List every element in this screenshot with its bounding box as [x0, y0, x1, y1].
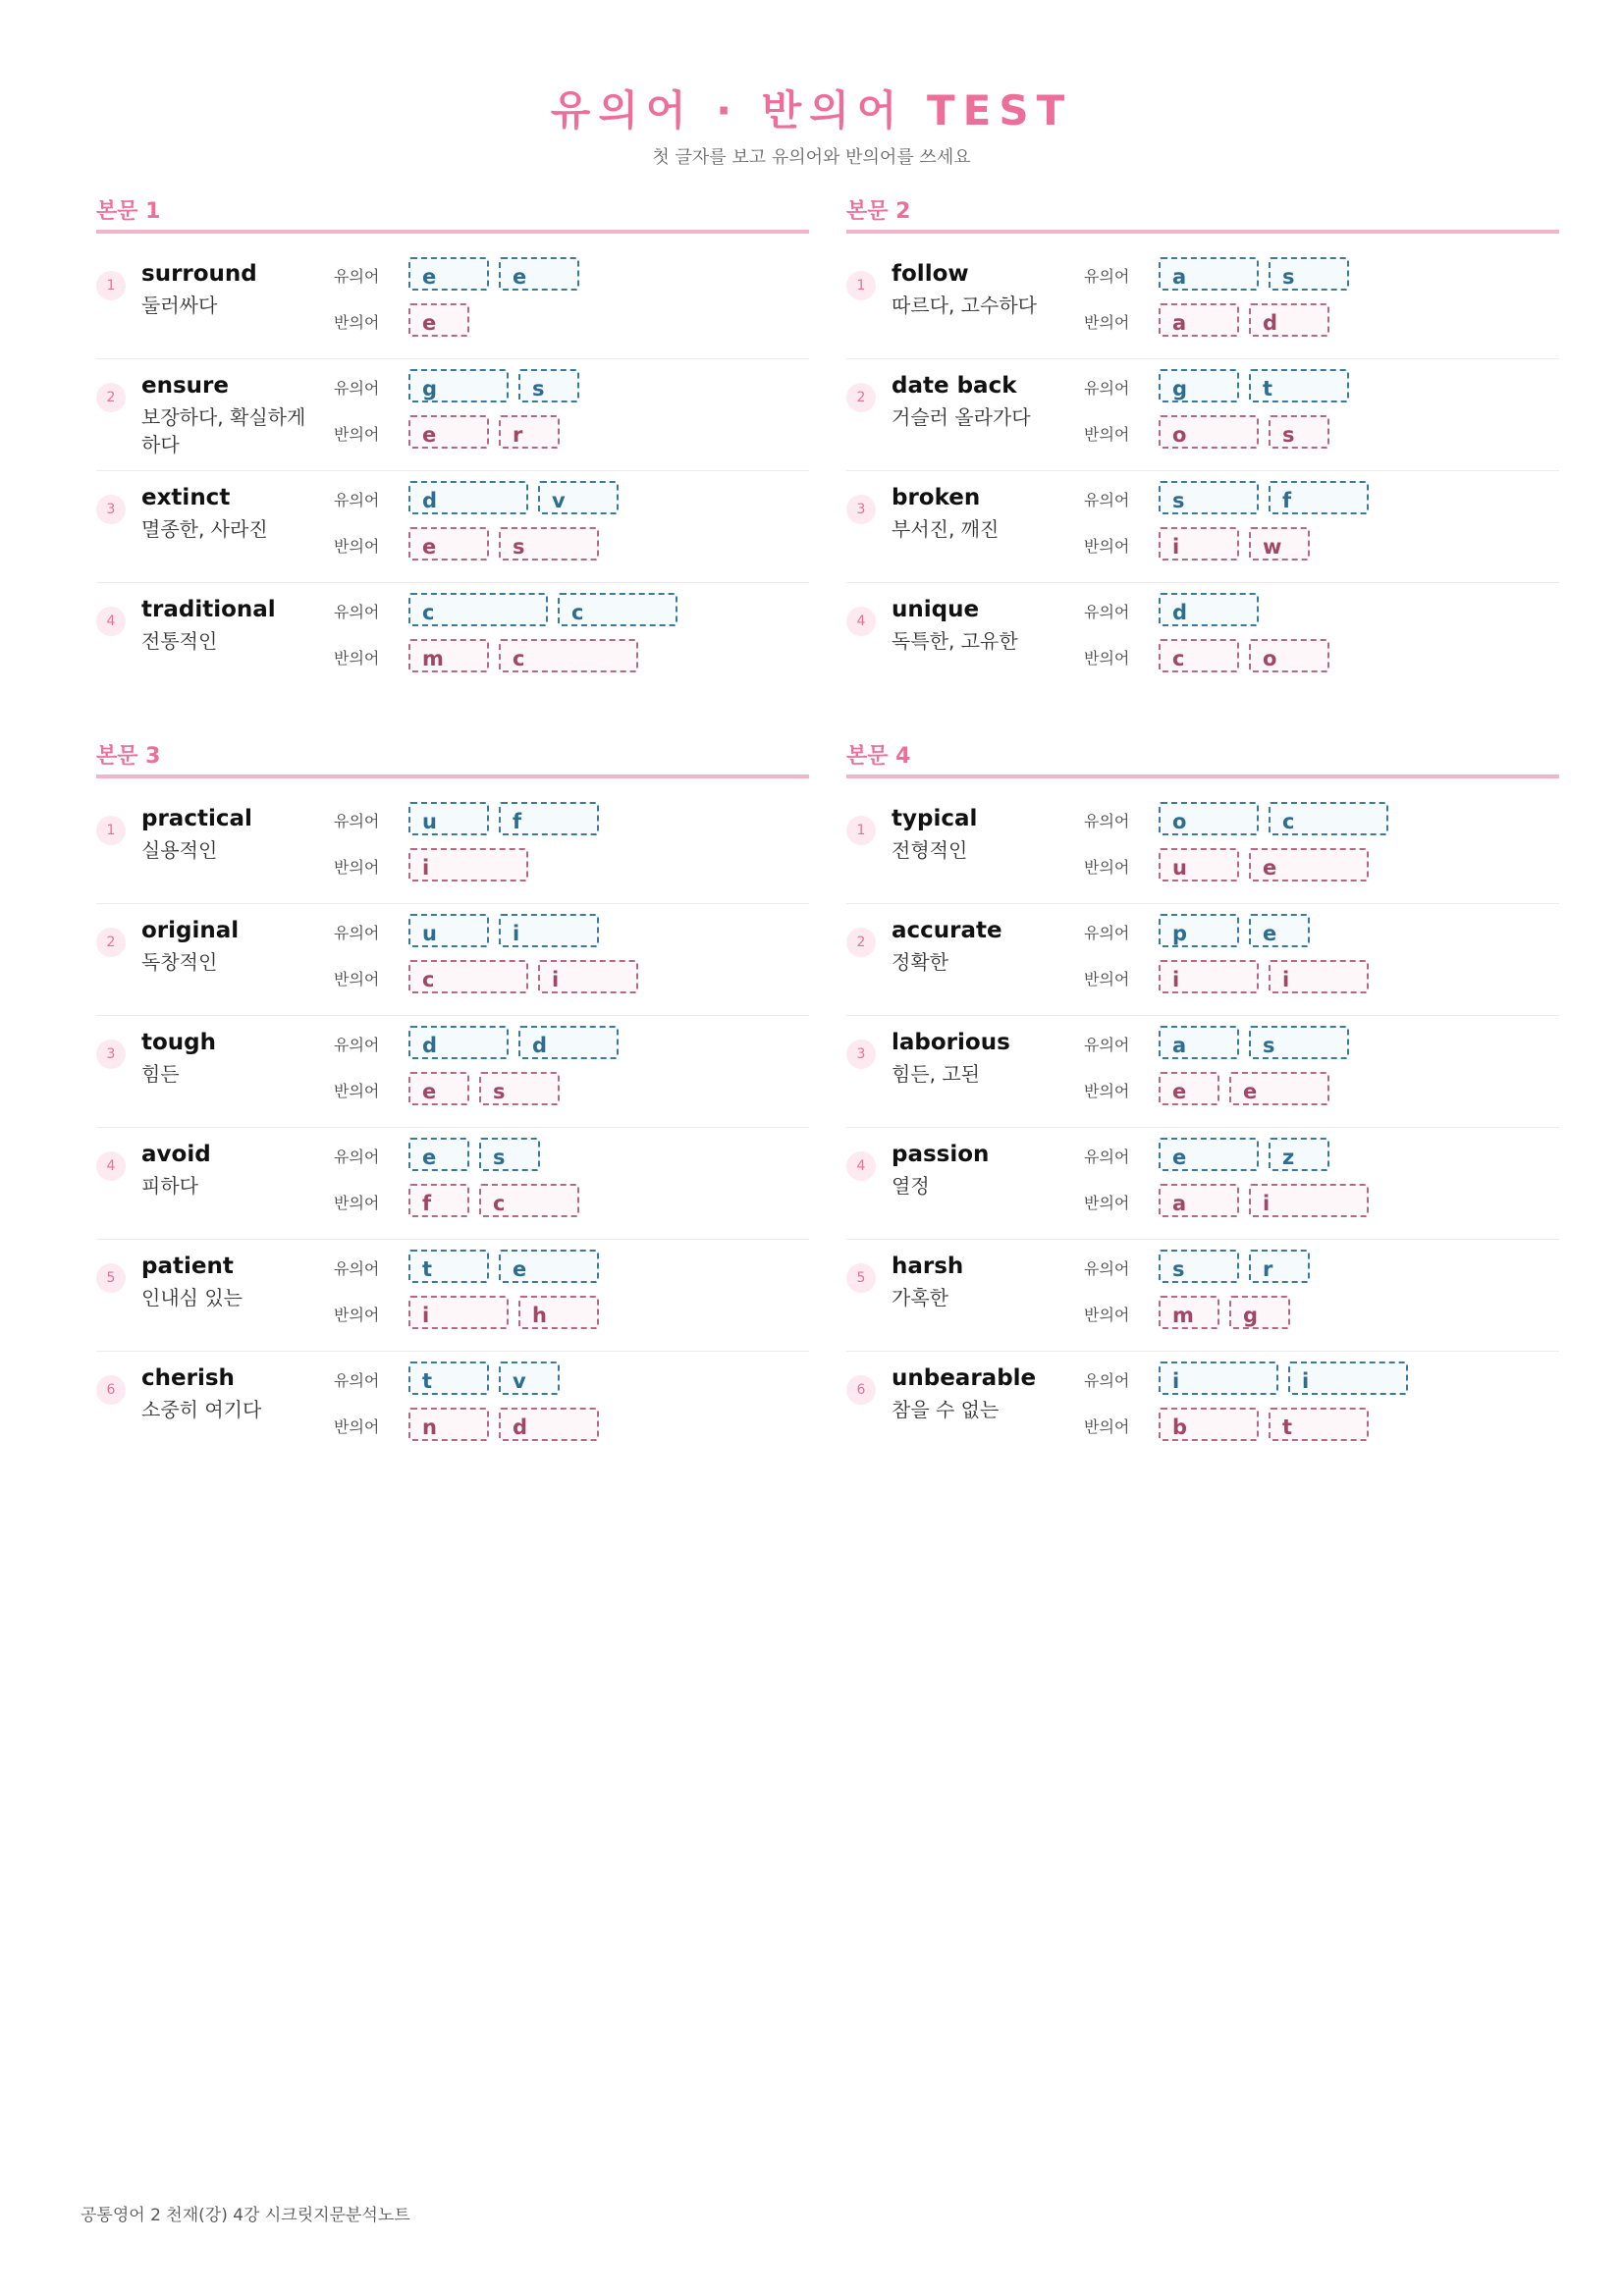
- item-number: 2: [846, 383, 876, 412]
- antonym-answers: [1159, 1184, 1379, 1221]
- antonym-label: 반의어: [334, 425, 380, 444]
- antonym-answers: [1159, 1296, 1300, 1333]
- antonym-label: 반의어: [1084, 313, 1130, 332]
- synonym-answer-box[interactable]: i: [1288, 1362, 1408, 1395]
- synonym-answer-box[interactable]: e: [1249, 914, 1310, 947]
- item-number: 6: [96, 1375, 126, 1405]
- vocab-meaning: 참을 수 없는: [892, 1398, 1000, 1421]
- vocab-word: accurate: [892, 918, 1002, 943]
- vocab-word: cherish: [141, 1365, 235, 1391]
- antonym-label: 반의어: [1084, 1194, 1130, 1212]
- antonym-answers: [1159, 1072, 1339, 1109]
- synonym-answer-box[interactable]: d: [1159, 593, 1259, 626]
- synonym-answer-box[interactable]: i: [499, 914, 599, 947]
- antonym-label: 반의어: [1084, 537, 1130, 556]
- antonym-answers: [1159, 527, 1320, 564]
- antonym-label: 반의어: [1084, 1417, 1130, 1436]
- vocab-word: unique: [892, 597, 980, 622]
- item-number: 1: [96, 271, 126, 300]
- synonym-answers: [408, 481, 628, 518]
- vocab-word: passion: [892, 1142, 990, 1167]
- vocab-item: [96, 792, 809, 904]
- antonym-answer-box[interactable]: u: [1159, 848, 1239, 881]
- antonym-answers: [408, 527, 609, 564]
- synonym-label: 유의어: [334, 1259, 380, 1278]
- synonym-answer-box[interactable]: e: [1159, 1138, 1259, 1171]
- synonym-answers: [1159, 1138, 1339, 1175]
- synonym-answers: [1159, 1026, 1359, 1063]
- synonym-answers: [408, 257, 589, 294]
- antonym-answer-box[interactable]: e: [1159, 1072, 1219, 1105]
- vocab-item: [96, 1352, 809, 1463]
- synonym-answer-box[interactable]: f: [1269, 481, 1369, 514]
- synonym-answers: [408, 593, 687, 630]
- antonym-answer-box[interactable]: d: [1249, 303, 1329, 337]
- synonym-answer-box[interactable]: e: [408, 257, 489, 291]
- vocab-meaning: 정확한: [892, 950, 948, 974]
- synonym-label: 유의어: [1084, 603, 1130, 621]
- synonym-answer-box[interactable]: u: [408, 914, 489, 947]
- antonym-answer-box[interactable]: i: [1159, 960, 1259, 993]
- vocab-item: [96, 904, 809, 1016]
- synonym-label: 유의어: [334, 491, 380, 509]
- synonym-answers: [1159, 593, 1269, 630]
- vocab-word: ensure: [141, 373, 229, 399]
- vocab-item: [96, 471, 809, 583]
- antonym-answer-box[interactable]: o: [1249, 639, 1329, 672]
- item-number: 2: [96, 383, 126, 412]
- vocab-item: [846, 1016, 1559, 1128]
- vocab-meaning: 힘든, 고된: [892, 1062, 980, 1086]
- item-list: [96, 792, 809, 1463]
- synonym-label: 유의어: [334, 603, 380, 621]
- synonym-answer-box[interactable]: d: [408, 481, 528, 514]
- item-number: 3: [96, 1040, 126, 1069]
- vocab-meaning: 부서진, 깨진: [892, 517, 1000, 541]
- synonym-answer-box[interactable]: a: [1159, 257, 1259, 291]
- antonym-answers: [1159, 303, 1339, 341]
- vocab-word: surround: [141, 261, 257, 287]
- vocab-item: [846, 792, 1559, 904]
- antonym-answer-box[interactable]: i: [408, 848, 528, 881]
- antonym-answer-box[interactable]: c: [479, 1184, 579, 1217]
- antonym-answer-box[interactable]: m: [1159, 1296, 1219, 1329]
- item-number: 1: [846, 816, 876, 845]
- vocab-meaning: 독특한, 고유한: [892, 629, 1018, 653]
- page-title: 유의어 · 반의어 TEST: [550, 86, 1073, 134]
- antonym-answer-box[interactable]: a: [1159, 303, 1239, 337]
- synonym-label: 유의어: [334, 1371, 380, 1390]
- synonym-answer-box[interactable]: g: [1159, 369, 1239, 402]
- antonym-label: 반의어: [334, 1417, 380, 1436]
- synonym-label: 유의어: [1084, 1259, 1130, 1278]
- vocab-meaning: 따르다, 고수하다: [892, 294, 1037, 317]
- synonym-answer-box[interactable]: s: [1159, 1250, 1239, 1283]
- vocab-item: [846, 583, 1559, 694]
- vocab-item: [846, 471, 1559, 583]
- antonym-answer-box[interactable]: e: [408, 527, 489, 561]
- vocab-meaning: 인내심 있는: [141, 1286, 243, 1309]
- vocab-meaning: 실용적인: [141, 838, 218, 862]
- synonym-label: 유의어: [334, 1036, 380, 1054]
- synonym-label: 유의어: [1084, 1148, 1130, 1166]
- vocab-meaning: 열정: [892, 1174, 930, 1198]
- synonym-answer-box[interactable]: e: [408, 1138, 469, 1171]
- synonym-answer-box[interactable]: o: [1159, 802, 1259, 835]
- antonym-answer-box[interactable]: e: [1249, 848, 1369, 881]
- antonym-answer-box[interactable]: i: [408, 1296, 509, 1329]
- synonym-label: 유의어: [1084, 491, 1130, 509]
- antonym-answers: [1159, 848, 1379, 885]
- antonym-answer-box[interactable]: w: [1249, 527, 1310, 561]
- synonym-answer-box[interactable]: t: [408, 1362, 489, 1395]
- section-4: [846, 739, 1559, 1463]
- antonym-answer-box[interactable]: s: [499, 527, 599, 561]
- antonym-answers: [408, 960, 648, 997]
- vocab-meaning: 소중히 여기다: [141, 1398, 262, 1421]
- synonym-answers: [408, 369, 589, 406]
- antonym-answers: [408, 639, 648, 676]
- antonym-answer-box[interactable]: i: [1159, 527, 1239, 561]
- synonym-answers: [408, 1362, 569, 1399]
- synonym-answers: [1159, 1362, 1418, 1399]
- synonym-answers: [1159, 802, 1398, 839]
- vocab-item: [96, 1128, 809, 1240]
- vocab-item: [846, 247, 1559, 359]
- synonym-label: 유의어: [1084, 379, 1130, 398]
- antonym-answer-box[interactable]: e: [408, 415, 489, 449]
- antonym-label: 반의어: [1084, 858, 1130, 877]
- vocab-word: follow: [892, 261, 969, 287]
- item-number: 4: [846, 607, 876, 636]
- synonym-answer-box[interactable]: c: [1269, 802, 1388, 835]
- synonym-answers: [408, 1026, 628, 1063]
- section-heading: 본문 1: [96, 194, 809, 234]
- antonym-answers: [408, 1072, 569, 1109]
- vocab-item: [96, 247, 809, 359]
- synonym-label: 유의어: [1084, 267, 1130, 286]
- item-number: 3: [96, 495, 126, 524]
- antonym-answers: [408, 1184, 589, 1221]
- synonym-answer-box[interactable]: s: [479, 1138, 540, 1171]
- vocab-meaning: 힘든: [141, 1062, 180, 1086]
- vocab-meaning: 피하다: [141, 1174, 198, 1198]
- synonym-answer-box[interactable]: s: [1159, 481, 1259, 514]
- vocab-word: avoid: [141, 1142, 211, 1167]
- section-3: [96, 739, 809, 1463]
- vocab-item: [96, 1016, 809, 1128]
- antonym-label: 반의어: [334, 1306, 380, 1324]
- footer-note: 공통영어 2 천재(강) 4강 시크릿지문분석노트: [81, 2206, 410, 2225]
- item-number: 5: [846, 1263, 876, 1293]
- item-list: [846, 792, 1559, 1463]
- antonym-answer-box[interactable]: d: [499, 1408, 599, 1441]
- antonym-label: 반의어: [334, 970, 380, 988]
- antonym-answer-box[interactable]: c: [1159, 639, 1239, 672]
- synonym-answer-box[interactable]: s: [518, 369, 579, 402]
- antonym-label: 반의어: [1084, 425, 1130, 444]
- vocab-word: practical: [141, 806, 252, 831]
- vocab-meaning: 멸종한, 사라진: [141, 517, 268, 541]
- antonym-label: 반의어: [334, 537, 380, 556]
- vocab-word: harsh: [892, 1254, 964, 1279]
- vocab-word: laborious: [892, 1030, 1010, 1055]
- vocab-word: extinct: [141, 485, 231, 510]
- antonym-answer-box[interactable]: m: [408, 639, 489, 672]
- vocab-meaning: 보장하다, 확실하게 하다: [141, 405, 306, 456]
- antonym-answer-box[interactable]: h: [518, 1296, 599, 1329]
- antonym-answer-box[interactable]: a: [1159, 1184, 1239, 1217]
- page-subtitle: 첫 글자를 보고 유의어와 반의어를 쓰세요: [652, 147, 971, 168]
- synonym-answers: [1159, 481, 1379, 518]
- item-number: 3: [846, 495, 876, 524]
- synonym-answer-box[interactable]: a: [1159, 1026, 1239, 1059]
- synonym-answer-box[interactable]: d: [518, 1026, 619, 1059]
- synonym-answers: [408, 1138, 550, 1175]
- synonym-answers: [1159, 369, 1359, 406]
- antonym-answer-box[interactable]: b: [1159, 1408, 1259, 1441]
- item-list: [846, 247, 1559, 694]
- antonym-answer-box[interactable]: e: [408, 303, 469, 337]
- antonym-answer-box[interactable]: t: [1269, 1408, 1369, 1441]
- vocab-word: broken: [892, 485, 981, 510]
- vocab-item: [96, 1240, 809, 1352]
- vocab-item: [96, 583, 809, 694]
- antonym-answer-box[interactable]: n: [408, 1408, 489, 1441]
- antonym-answer-box[interactable]: e: [1229, 1072, 1329, 1105]
- synonym-label: 유의어: [334, 267, 380, 286]
- vocab-item: [846, 359, 1559, 471]
- antonym-answers: [1159, 415, 1339, 453]
- antonym-answer-box[interactable]: s: [1269, 415, 1329, 449]
- synonym-answer-box[interactable]: v: [538, 481, 619, 514]
- vocab-word: tough: [141, 1030, 217, 1055]
- synonym-answer-box[interactable]: i: [1159, 1362, 1278, 1395]
- vocab-item: [96, 359, 809, 471]
- antonym-answer-box[interactable]: f: [408, 1184, 469, 1217]
- section-2: [846, 194, 1559, 694]
- antonym-label: 반의어: [334, 1082, 380, 1100]
- synonym-label: 유의어: [334, 379, 380, 398]
- antonym-answers: [408, 303, 479, 341]
- synonym-answer-box[interactable]: c: [408, 593, 548, 626]
- vocab-word: traditional: [141, 597, 276, 622]
- synonym-answer-box[interactable]: g: [408, 369, 509, 402]
- antonym-label: 반의어: [1084, 970, 1130, 988]
- antonym-label: 반의어: [1084, 1082, 1130, 1100]
- item-number: 3: [846, 1040, 876, 1069]
- item-number: 1: [96, 816, 126, 845]
- antonym-answer-box[interactable]: i: [1249, 1184, 1369, 1217]
- item-number: 4: [846, 1151, 876, 1181]
- synonym-answer-box[interactable]: p: [1159, 914, 1239, 947]
- synonym-answer-box[interactable]: z: [1269, 1138, 1329, 1171]
- vocab-word: original: [141, 918, 240, 943]
- antonym-label: 반의어: [334, 858, 380, 877]
- antonym-answers: [408, 1296, 609, 1333]
- item-list: [96, 247, 809, 694]
- synonym-answer-box[interactable]: s: [1249, 1026, 1349, 1059]
- synonym-label: 유의어: [1084, 1036, 1130, 1054]
- synonym-answers: [408, 914, 609, 951]
- synonym-answers: [1159, 257, 1359, 294]
- antonym-answer-box[interactable]: s: [479, 1072, 560, 1105]
- vocab-word: date back: [892, 373, 1017, 399]
- section-heading: 본문 4: [846, 739, 1559, 778]
- antonym-answers: [1159, 1408, 1379, 1445]
- antonym-label: 반의어: [1084, 649, 1130, 667]
- synonym-answer-box[interactable]: t: [408, 1250, 489, 1283]
- vocab-item: [846, 904, 1559, 1016]
- synonym-answer-box[interactable]: e: [499, 257, 579, 291]
- section-heading: 본문 3: [96, 739, 809, 778]
- item-number: 5: [96, 1263, 126, 1293]
- synonym-answer-box[interactable]: e: [499, 1250, 599, 1283]
- antonym-answers: [1159, 639, 1339, 676]
- vocab-item: [846, 1128, 1559, 1240]
- vocab-item: [846, 1352, 1559, 1463]
- item-number: 4: [96, 1151, 126, 1181]
- vocab-word: patient: [141, 1254, 234, 1279]
- synonym-answer-box[interactable]: d: [408, 1026, 509, 1059]
- section-1: [96, 194, 809, 694]
- synonym-label: 유의어: [334, 812, 380, 830]
- antonym-answers: [1159, 960, 1379, 997]
- antonym-label: 반의어: [334, 1194, 380, 1212]
- synonym-answer-box[interactable]: r: [1249, 1250, 1310, 1283]
- antonym-answer-box[interactable]: i: [1269, 960, 1369, 993]
- antonym-answers: [408, 415, 569, 453]
- antonym-answer-box[interactable]: c: [408, 960, 528, 993]
- antonym-answer-box[interactable]: i: [538, 960, 638, 993]
- synonym-label: 유의어: [334, 924, 380, 942]
- vocab-item: [846, 1240, 1559, 1352]
- synonym-label: 유의어: [334, 1148, 380, 1166]
- synonym-answers: [1159, 1250, 1320, 1287]
- item-number: 4: [96, 607, 126, 636]
- vocab-word: unbearable: [892, 1365, 1037, 1391]
- vocab-meaning: 전통적인: [141, 629, 218, 653]
- synonym-answers: [1159, 914, 1320, 951]
- vocab-meaning: 독창적인: [141, 950, 218, 974]
- antonym-answer-box[interactable]: e: [408, 1072, 469, 1105]
- synonym-answer-box[interactable]: t: [1249, 369, 1349, 402]
- antonym-answer-box[interactable]: c: [499, 639, 638, 672]
- item-number: 6: [846, 1375, 876, 1405]
- synonym-answer-box[interactable]: f: [499, 802, 599, 835]
- synonym-answer-box[interactable]: u: [408, 802, 489, 835]
- vocab-meaning: 거슬러 올라가다: [892, 405, 1031, 429]
- item-number: 2: [96, 928, 126, 957]
- synonym-answer-box[interactable]: c: [558, 593, 677, 626]
- antonym-label: 반의어: [334, 649, 380, 667]
- vocab-meaning: 둘러싸다: [141, 294, 218, 317]
- vocab-meaning: 전형적인: [892, 838, 968, 862]
- synonym-answer-box[interactable]: s: [1269, 257, 1349, 291]
- antonym-answer-box[interactable]: g: [1229, 1296, 1290, 1329]
- item-number: 1: [846, 271, 876, 300]
- item-number: 2: [846, 928, 876, 957]
- antonym-label: 반의어: [1084, 1306, 1130, 1324]
- vocab-meaning: 가혹한: [892, 1286, 948, 1309]
- synonym-answers: [408, 1250, 609, 1287]
- vocab-word: typical: [892, 806, 978, 831]
- antonym-answers: [408, 1408, 609, 1445]
- antonym-answer-box[interactable]: o: [1159, 415, 1259, 449]
- antonym-label: 반의어: [334, 313, 380, 332]
- antonym-answer-box[interactable]: r: [499, 415, 560, 449]
- synonym-label: 유의어: [1084, 1371, 1130, 1390]
- section-heading: 본문 2: [846, 194, 1559, 234]
- antonym-answers: [408, 848, 538, 885]
- synonym-label: 유의어: [1084, 924, 1130, 942]
- synonym-answer-box[interactable]: v: [499, 1362, 560, 1395]
- synonym-answers: [408, 802, 609, 839]
- synonym-label: 유의어: [1084, 812, 1130, 830]
